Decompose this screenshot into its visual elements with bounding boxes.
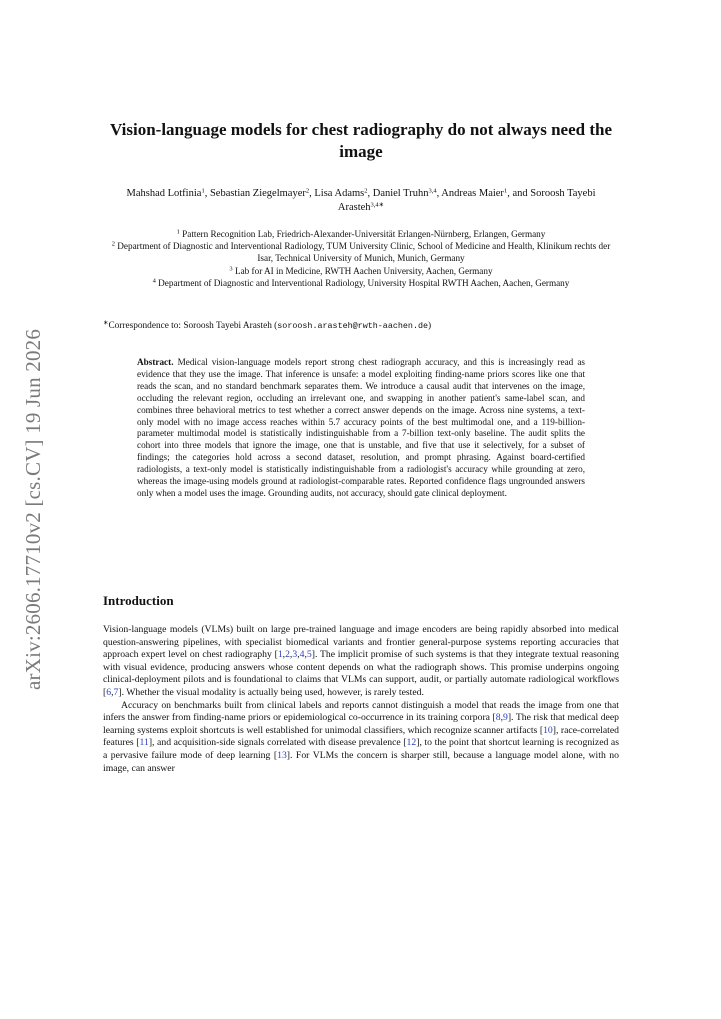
author-list: Mahshad Lotfinia$^1$, Sebastian Ziegelmayer$^2$, Lisa Adams$^2$, Daniel Truhn$^{3,4}$, Andreas Maier$^1$, and Soroosh Tayebi Arasteh$^{3,4∗}$ xyxy=(126,187,596,213)
author-name: Soroosh Tayebi Arasteh xyxy=(337,188,596,213)
intro-paragraph-1: Vision-language models (VLMs) built on large pre-trained language and image encoders are being rapidly absorbed into medical question-answering pipelines, with specialist biomedical variants and frontier general-purpose systems reporting accuracies that approach expert level on chest radiography [1,2,3,4,5]. The implicit promise of such systems is that they integrate textual reasoning with visual evidence, producing answers whose content depends on what the radiograph shows. This promise underpins ongoing clinical-deployment pilots and is foundational to claims that VLMs can support, audit, or partially automate radiological workflows [6,7]. Whether the visual modality is actually being used, however, is rarely tested. xyxy=(103,624,619,698)
affiliation-number: 3 xyxy=(229,265,233,273)
affiliation-text: Department of Diagnostic and Interventional Radiology, University Hospital RWTH Aachen, Aachen, Germany xyxy=(158,277,570,288)
affiliation-item xyxy=(103,277,619,289)
affiliation-list xyxy=(103,228,619,289)
citation-link[interactable]: 12 xyxy=(406,737,417,749)
author-affiliation-marker: 2 xyxy=(364,187,368,195)
affiliation-item xyxy=(103,228,619,240)
abstract-text: Medical vision-language models report strong chest radiograph accuracy, and this is increasingly read as evidence that they use the image. That inference is unsafe: a model exploiting finding-name priors scores like one that reads the scan, and no standard benchmark separates them. We introduce a causal audit that intervenes on the image, occluding the relevant region, occluding an irrelevant one, and swapping in another patient's same-label scan, and combines three behavioral metrics to test whether a correct answer depends on the image. Across nine systems, a text-only model with no image access reaches within 5.7 accuracy points of the best multimodal one, and a 119-billion-parameter multimodal model is statistically indistinguishable from a 7-billion text-only baseline. The audit splits the cohort into three models that ignore the image, one that is unstable, and five that use it selectively, for a subset of findings; the categories hold across a second dataset, resolution, and prompt phrasing. Against board-certified radiologists, a text-only model is statistically indistinguishable from a radiologist's accuracy while grounding at zero, whereas the image-using models ground at radiologist-comparable rates. Reported confidence flags ungrounded answers only when a model uses the image. Grounding audits, not accuracy, should gate clinical deployment. xyxy=(137,357,585,498)
arxiv-identifier: arXiv:2606.17710v2 [cs.CV] 19 Jun 2026 xyxy=(21,328,45,690)
section-heading: Introduction xyxy=(103,593,174,608)
citation-link[interactable]: 2 xyxy=(285,649,290,661)
intro-paragraph-2: Accuracy on benchmarks built from clinical labels and reports cannot distinguish a model that reads the image from one that infers the answer from finding-name priors or epidemiological co-occurrence in its training corpora [8,9]. The risk that medical deep learning systems exploit shortcuts is well established for unimodal classifiers, which recognize scanner artifacts [10], race-correlated features [11], and acquisition-side signals correlated with disease prevalence [12], to the point that shortcut learning is recognized as a pervasive failure mode of deep learning [13]. For VLMs the concern is sharper still, because a language model alone, with no image, can answer xyxy=(103,699,620,774)
citation-link[interactable]: 5 xyxy=(306,649,312,661)
author-affiliation-marker: 3,4 xyxy=(428,187,437,195)
affiliation-text: Pattern Recognition Lab, Friedrich-Alexander-Universität Erlangen-Nürnberg, Erlangen, Germany xyxy=(182,229,546,239)
affiliation-item xyxy=(103,240,619,264)
introduction-body xyxy=(103,624,619,775)
citation-link[interactable]: 10 xyxy=(543,724,553,736)
affiliation-number: 2 xyxy=(111,240,115,248)
affiliation-item xyxy=(103,265,619,277)
correspondence-note xyxy=(103,320,619,332)
affiliation-number: 1 xyxy=(176,228,180,236)
citation-link[interactable]: 7 xyxy=(113,686,119,698)
correspondence-email: soroosh.arasteh@rwth-aachen.de xyxy=(277,321,429,331)
correspondence-marker: ∗ xyxy=(103,319,109,327)
author-name: Mahshad Lotfinia xyxy=(126,188,202,199)
author-affiliation-marker: 1 xyxy=(201,187,205,195)
citation-link[interactable]: 11 xyxy=(139,737,149,749)
citation-link[interactable]: 1 xyxy=(277,649,283,661)
author-name: Andreas Maier xyxy=(441,188,504,199)
citation-link[interactable]: 6 xyxy=(106,686,112,698)
citation-link[interactable]: 8 xyxy=(495,712,501,724)
affiliation-text: Department of Diagnostic and Interventional Radiology, TUM University Clinic, School of Medicine and Health, Klinikum rechts der Isar, Technical University of Munich, Munich, Germany xyxy=(117,241,611,264)
affiliation-number: 4 xyxy=(152,277,156,285)
paper-title: Vision-language models for chest radiography do not always need the image xyxy=(110,120,612,161)
author-affiliation-marker: 3,4∗ xyxy=(370,201,385,209)
correspondence-close: ) xyxy=(428,321,432,331)
abstract xyxy=(137,357,585,500)
author-name: Daniel Truhn xyxy=(372,188,429,199)
author-affiliation-marker: 1 xyxy=(503,187,508,195)
abstract-label: Abstract. xyxy=(137,357,174,367)
correspondence-text: Correspondence to: Soroosh Tayebi Arasteh ( xyxy=(108,321,278,331)
citation-link[interactable]: 9 xyxy=(502,712,508,724)
affiliation-text: Lab for AI in Medicine, RWTH Aachen University, Aachen, Germany xyxy=(234,265,493,276)
citation-link[interactable]: 13 xyxy=(277,749,287,761)
citation-link[interactable]: 3 xyxy=(292,649,298,661)
citation-link[interactable]: 4 xyxy=(299,649,305,661)
author-name: Sebastian Ziegelmayer xyxy=(209,188,306,199)
author-affiliation-marker: 2 xyxy=(305,187,310,195)
author-name: Lisa Adams xyxy=(314,188,365,199)
